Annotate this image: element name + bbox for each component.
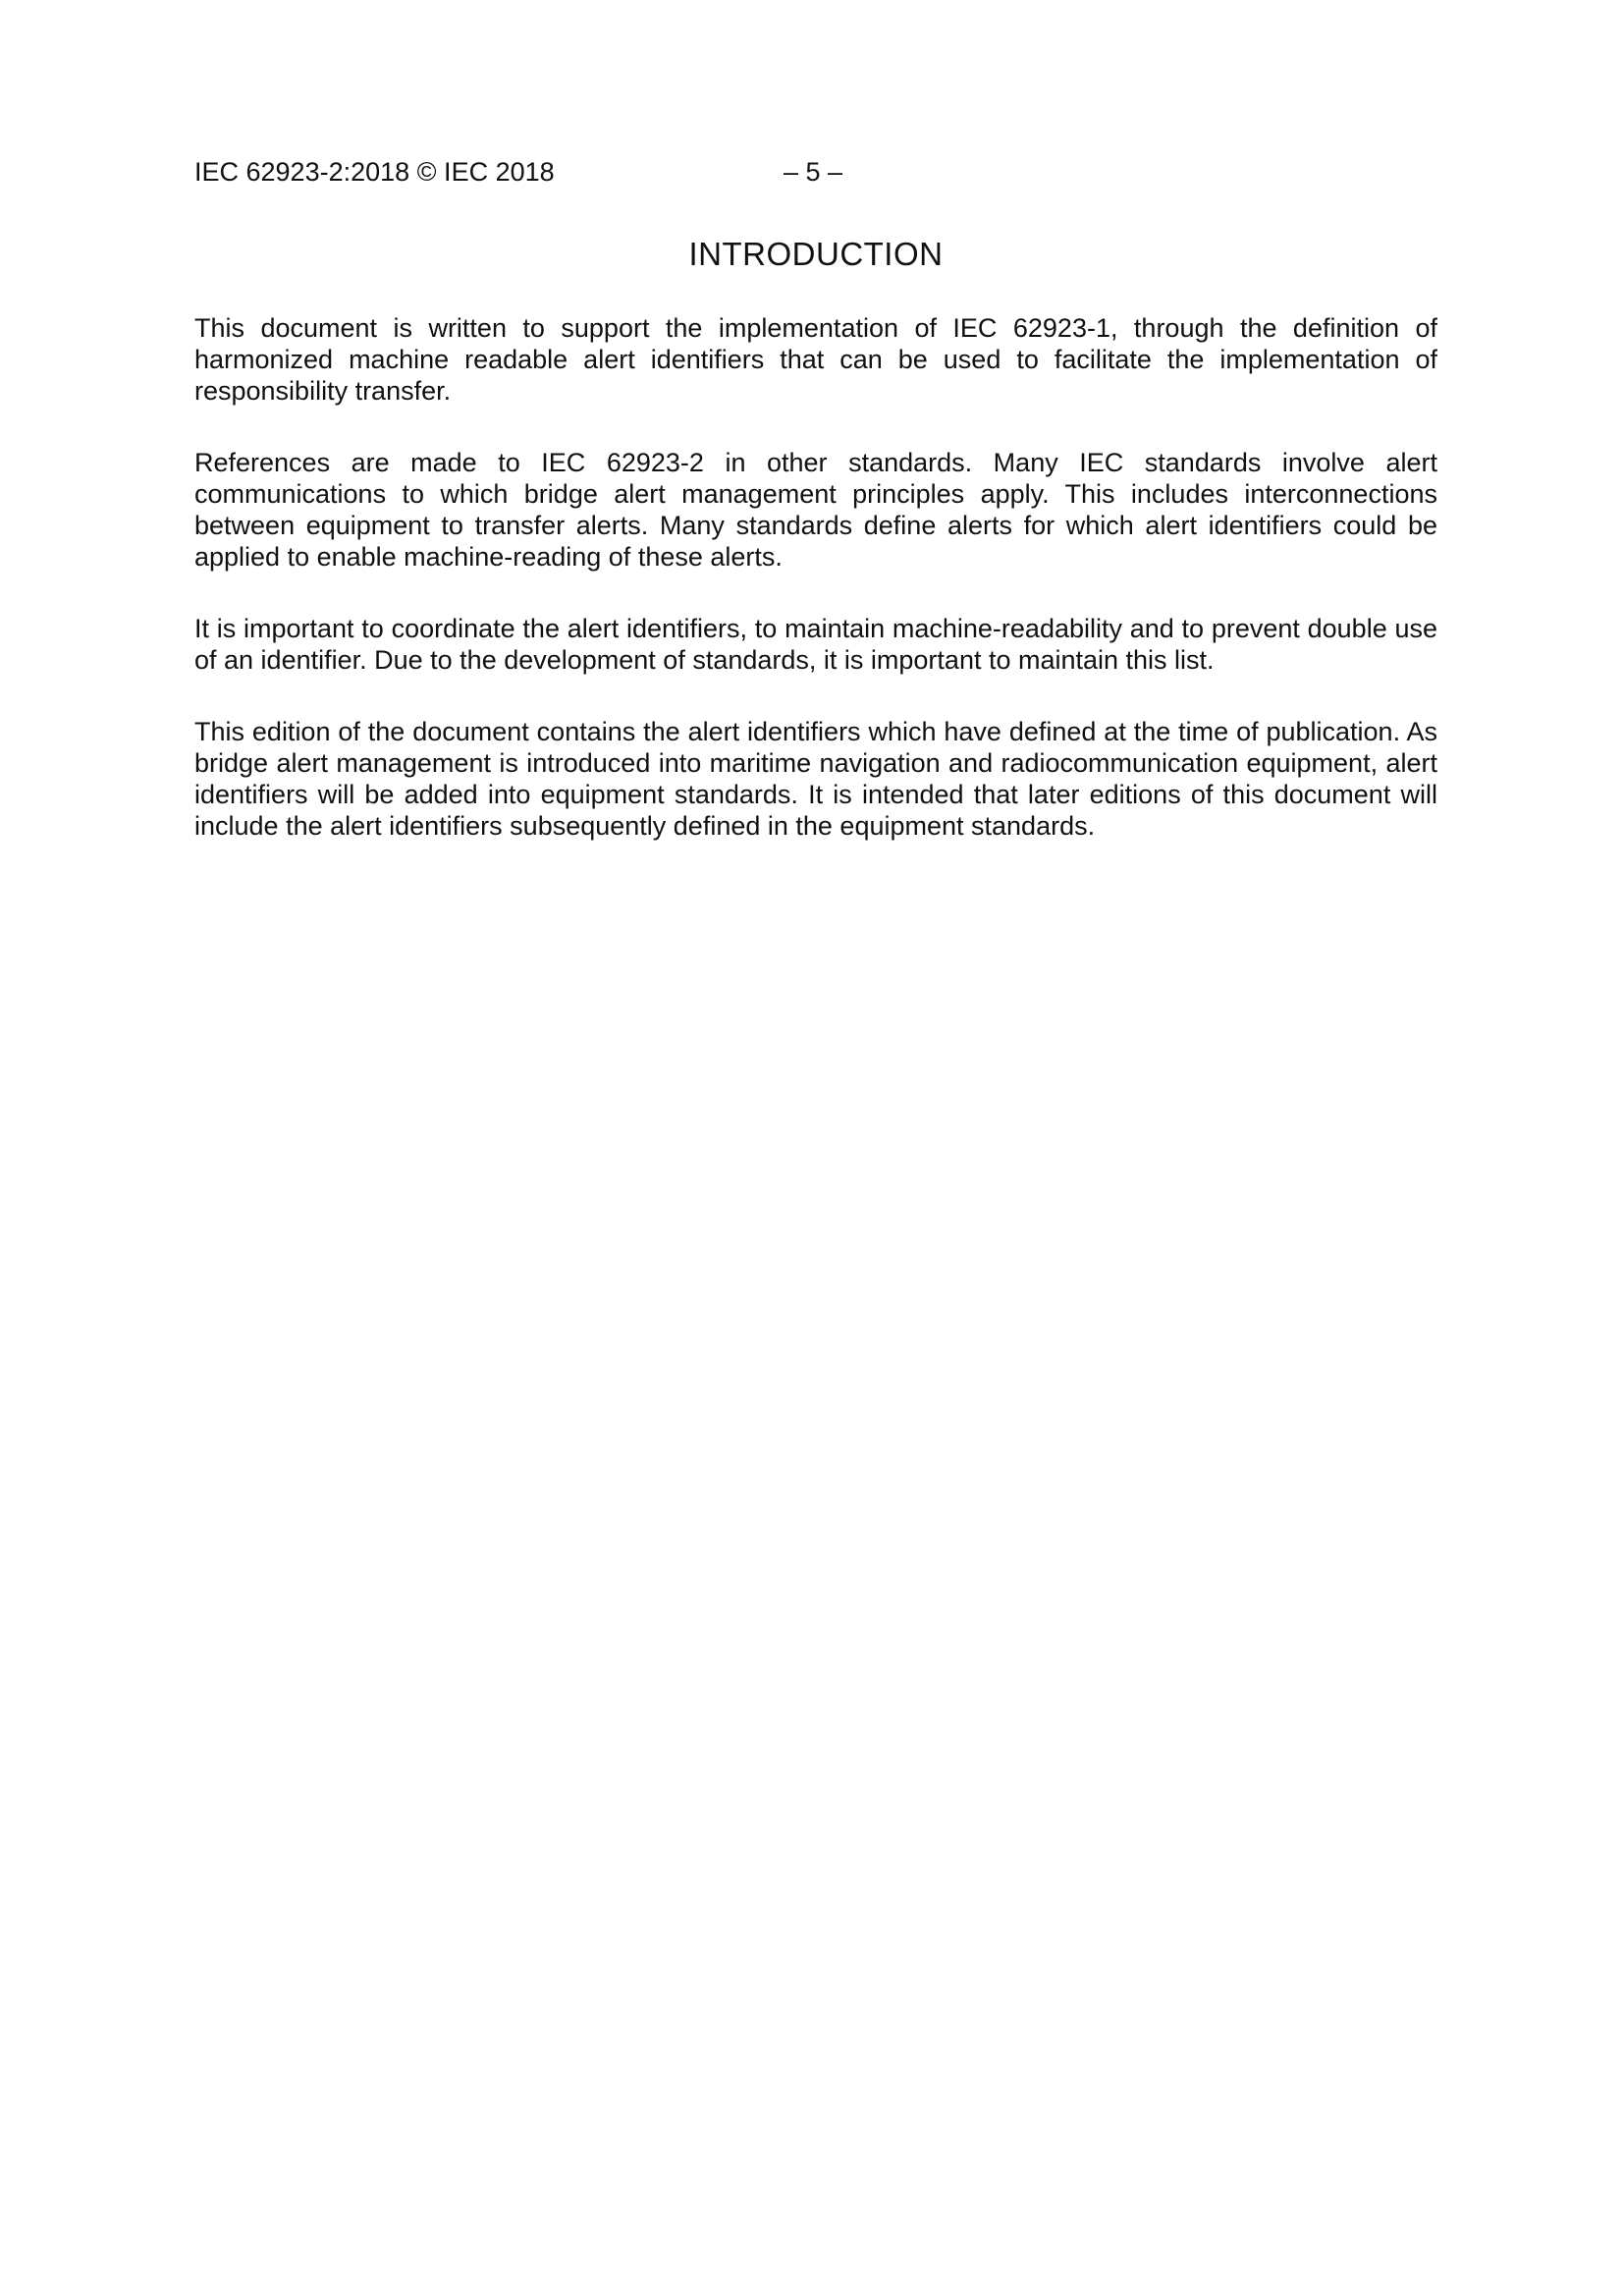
introduction-body [194,312,1437,882]
section-title: INTRODUCTION [688,236,944,272]
paragraph-1: This document is written to support the implementation of IEC 62923-1, through the definition of harmonized machine readable alert identifiers that can be used to facilitate the implementation of responsibility transfer. [194,313,1437,406]
paragraph-4: This edition of the document contains the alert identifiers which have defined at the time of publication. As bridge alert management is introduced into maritime navigation and radiocommunication equipment, alert identifiers will be added into equipment standards. It is intended that later editions of this document will include the alert identifiers subsequently defined in the equipment standards. [194,717,1437,841]
page-header [194,155,882,189]
document-reference: IEC 62923-2:2018 © IEC 2018 [194,157,555,187]
paragraph-3: It is important to coordinate the alert identifiers, to maintain machine-readability and to prevent double use of an identifier. Due to the development of standards, it is important to maintain this list. [194,614,1437,675]
paragraph-2: References are made to IEC 62923-2 in other standards. Many IEC standards involve alert communications to which bridge alert management principles apply. This includes interconnections between equipment to transfer alerts. Many standards define alerts for which alert identifiers could be applied to enable machine-reading of these alerts. [194,448,1437,572]
page-number: – 5 – [784,157,843,187]
